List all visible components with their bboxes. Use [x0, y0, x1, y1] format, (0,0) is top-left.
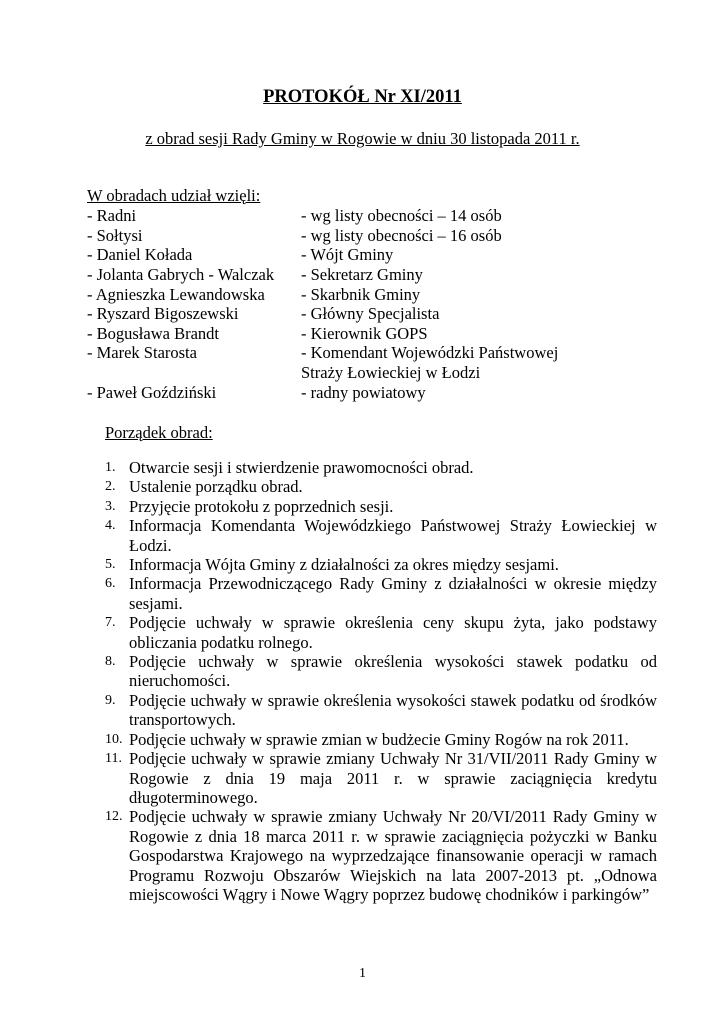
agenda-item — [105, 477, 657, 496]
agenda-item-text: Informacja Wójta Gminy z działalności za okres między sesjami. — [129, 555, 559, 575]
agenda-item-text: Podjęcie uchwały w sprawie określenia wysokości stawek podatku od środków transportowych. — [129, 690, 657, 730]
agenda-item — [105, 749, 657, 807]
agenda-item-text: Informacja Komendanta Wojewódzkiego Państwowej Straży Łowieckiej w Łodzi. — [129, 516, 657, 555]
agenda-item-number: 8. — [105, 654, 116, 670]
agenda-item-number: 5. — [105, 557, 116, 573]
agenda-item — [105, 730, 657, 749]
agenda-item-text: Podjęcie uchwały w sprawie zmiany Uchwały Nr 20/VI/2011 Rady Gminy w Rogowie z dnia 18 marca 2011 r. w sprawie zaciągnięcia pożyczki w Banku Gospodarstwa Krajowego na wyprzedzające finansowanie operacji w ramach Programu Rozwoju Obszarów Wiejskich na lata 2007-2013 pt. „Odnowa miejscowości Wągry i Nowe Wągry poprzez budowę chodników i parkingów” — [129, 807, 657, 904]
agenda-item — [105, 458, 657, 477]
agenda-item-number: 10. — [105, 731, 123, 747]
agenda-item-text: Przyjęcie protokołu z poprzednich sesji. — [129, 496, 394, 516]
agenda-item-text: Podjęcie uchwały w sprawie określenia wysokości stawek podatku od nieruchomości. — [129, 652, 657, 691]
attendee-name: - Radni — [87, 206, 137, 225]
attendee-name: - Agnieszka Lewandowska — [87, 285, 265, 304]
agenda-item — [105, 807, 657, 904]
agenda-item-number: 4. — [105, 518, 116, 534]
attendee-name: - Jolanta Gabrych - Walczak — [87, 265, 275, 284]
agenda-item-number: 3. — [105, 498, 116, 514]
agenda-item-number: 9. — [105, 692, 116, 708]
agenda-item-number: 1. — [105, 460, 116, 475]
attendee-role: - radny powiatowy — [301, 383, 426, 402]
agenda-item — [105, 555, 657, 574]
agenda-item-number: 12. — [105, 809, 123, 825]
agenda-item-text: Informacja Przewodniczącego Rady Gminy z działalności w okresie między sesjami. — [129, 574, 657, 613]
agenda-item-number: 11. — [105, 751, 122, 767]
attendee-role: - Główny Specjalista — [301, 304, 440, 323]
agenda-item-text: Otwarcie sesji i stwierdzenie prawomocności obrad. — [129, 458, 474, 477]
document-subtitle: z obrad sesji Rady Gminy w Rogowie w dniu 30 listopada 2011 r. — [145, 129, 580, 148]
attendee-name: - Paweł Goździński — [87, 383, 217, 402]
attendee-name: - Sołtysi — [87, 226, 143, 245]
agenda-item — [105, 574, 657, 613]
agenda-item-text: Podjęcie uchwały w sprawie zmian w budżecie Gminy Rogów na rok 2011. — [129, 729, 629, 749]
attendee-name: - Daniel Kołada — [87, 245, 193, 264]
agenda-heading: Porządek obrad: — [105, 423, 213, 442]
attendee-role: - Kierownik GOPS — [301, 324, 428, 343]
attendance-heading: W obradach udział wzięli: — [87, 186, 261, 205]
agenda-item — [105, 613, 657, 652]
agenda-item-text: Podjęcie uchwały w sprawie zmiany Uchwały Nr 31/VII/2011 Rady Gminy w Rogowie z dnia 19 maja 2011 r. w sprawie zaciągnięcia kredytu długoterminowego. — [129, 749, 657, 807]
attendee-name: - Ryszard Bigoszewski — [87, 304, 239, 323]
agenda-item — [105, 497, 657, 516]
attendee-role: - Skarbnik Gminy — [301, 285, 421, 304]
agenda-item-number: 6. — [105, 576, 116, 592]
attendee-role: - Wójt Gminy — [301, 245, 394, 264]
agenda-item — [105, 691, 657, 730]
attendee-role: - wg listy obecności – 16 osób — [301, 226, 502, 245]
agenda-item-number: 2. — [105, 479, 116, 495]
document-title: PROTOKÓŁ Nr XI/2011 — [263, 87, 462, 107]
agenda-item-text: Podjęcie uchwały w sprawie określenia ceny skupu żyta, jako podstawy obliczania podatku rolnego. — [129, 613, 657, 652]
agenda-item — [105, 516, 657, 555]
attendee-name: - Bogusława Brandt — [87, 324, 219, 343]
attendee-name: - Marek Starosta — [87, 343, 197, 362]
attendee-role: - wg listy obecności – 14 osób — [301, 206, 502, 225]
attendee-role: Straży Łowieckiej w Łodzi — [301, 363, 481, 382]
agenda-item-number: 7. — [105, 615, 116, 631]
agenda-item-text: Ustalenie porządku obrad. — [129, 477, 303, 497]
agenda-item — [105, 652, 657, 691]
attendee-role: - Sekretarz Gminy — [301, 265, 423, 284]
agenda-list — [105, 458, 657, 904]
attendee-role: - Komendant Wojewódzki Państwowej — [301, 343, 559, 362]
page-number: 1 — [359, 966, 366, 981]
